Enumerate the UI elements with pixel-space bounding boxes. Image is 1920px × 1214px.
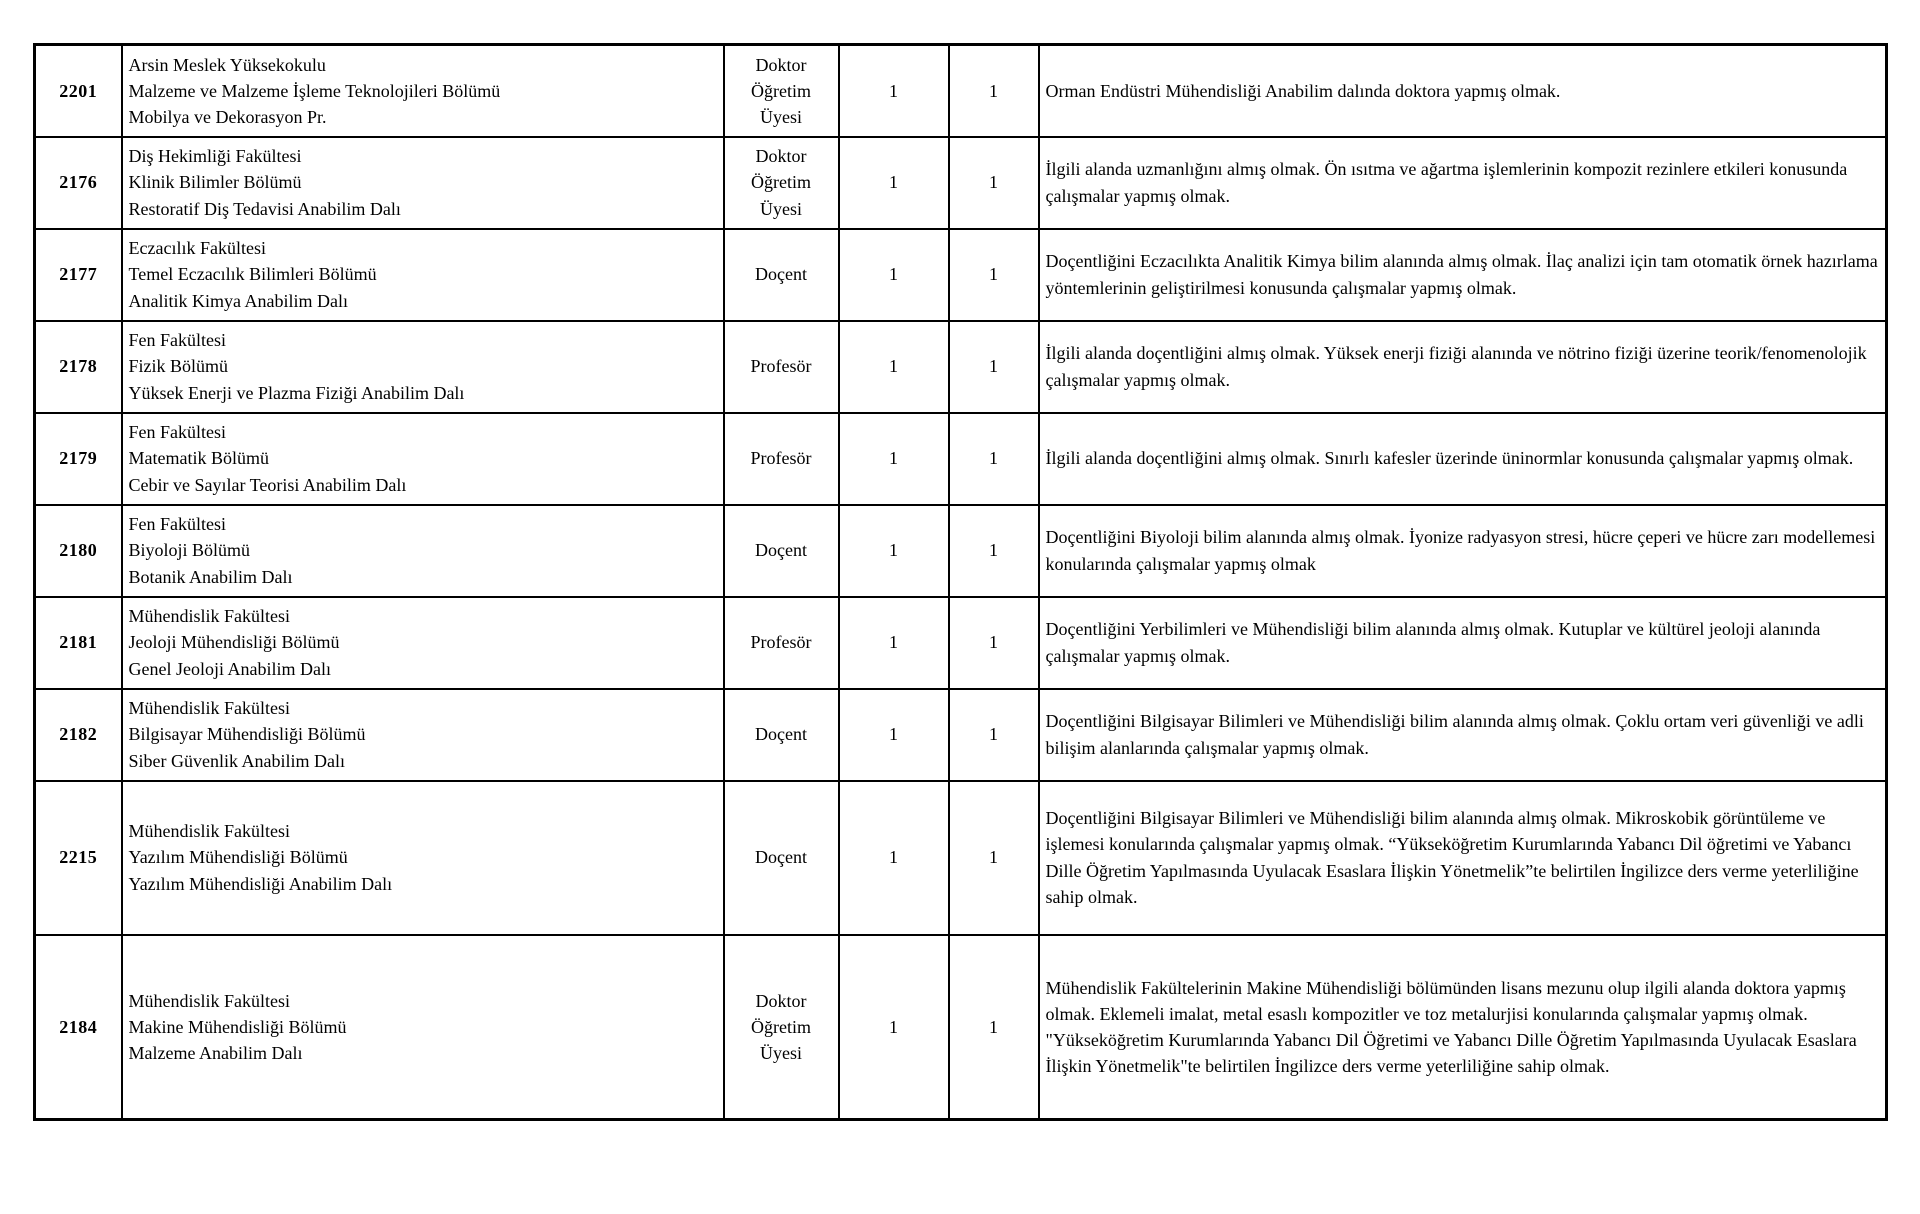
faculty-name: Mühendislik Fakültesi <box>128 821 290 842</box>
position-code-cell <box>35 413 122 505</box>
position-code: 2182 <box>59 724 98 745</box>
department-name: Matematik Bölümü <box>128 448 269 469</box>
unit-cell <box>122 45 724 137</box>
academic-title-cell: Profesör <box>724 597 839 689</box>
quota-count-cell: 1 <box>839 781 949 935</box>
faculty-name: Mühendislik Fakültesi <box>128 698 290 719</box>
faculty-name: Diş Hekimliği Fakültesi <box>128 146 302 167</box>
department-name: Klinik Bilimler Bölümü <box>128 172 302 193</box>
requirements-cell: İlgili alanda doçentliğini almış olmak. Sınırlı kafesler üzerinde üninormlar konusunda çalışmalar yapmış olmak. <box>1039 413 1887 505</box>
unit-cell <box>122 505 724 597</box>
secondary-count-cell: 1 <box>949 229 1039 321</box>
table-row <box>35 321 1887 413</box>
academic-title-cell: Doktor Öğretim Üyesi <box>724 137 839 229</box>
unit-cell <box>122 689 724 781</box>
academic-title-cell: Doçent <box>724 505 839 597</box>
position-code-cell <box>35 781 122 935</box>
requirements-cell: Doçentliğini Biyoloji bilim alanında almış olmak. İyonize radyasyon stresi, hücre çeperi ve hücre zarı modellemesi konularında çalışmalar yapmış olmak <box>1039 505 1887 597</box>
position-code-cell <box>35 321 122 413</box>
position-code: 2181 <box>59 632 98 653</box>
secondary-count-cell: 1 <box>949 45 1039 137</box>
quota-count-cell: 1 <box>839 321 949 413</box>
faculty-name: Mühendislik Fakültesi <box>128 606 290 627</box>
department-name: Yazılım Mühendisliği Bölümü <box>128 847 348 868</box>
department-name: Bilgisayar Mühendisliği Bölümü <box>128 724 366 745</box>
position-code-cell <box>35 935 122 1120</box>
program-name: Cebir ve Sayılar Teorisi Anabilim Dalı <box>128 474 407 495</box>
position-code: 2178 <box>59 356 98 377</box>
table-row <box>35 505 1887 597</box>
program-name: Malzeme Anabilim Dalı <box>128 1042 303 1063</box>
program-name: Mobilya ve Dekorasyon Pr. <box>128 106 327 127</box>
unit-cell <box>122 229 724 321</box>
faculty-name: Arsin Meslek Yüksekokulu <box>128 54 326 75</box>
table-row <box>35 137 1887 229</box>
department-name: Fizik Bölümü <box>128 356 229 377</box>
faculty-name: Mühendislik Fakültesi <box>128 990 290 1011</box>
requirements-cell: İlgili alanda uzmanlığını almış olmak. Ön ısıtma ve ağartma işlemlerinin kompozit rezinlere etkileri konusunda çalışmalar yapmış olmak. <box>1039 137 1887 229</box>
position-code-cell <box>35 689 122 781</box>
quota-count-cell: 1 <box>839 229 949 321</box>
position-code: 2179 <box>59 448 98 469</box>
quota-count-cell: 1 <box>839 413 949 505</box>
quota-count-cell: 1 <box>839 45 949 137</box>
position-code: 2176 <box>59 172 98 193</box>
program-name: Botanik Anabilim Dalı <box>128 566 293 587</box>
position-code: 2180 <box>59 540 98 561</box>
position-code: 2215 <box>59 847 98 868</box>
requirements-cell: Mühendislik Fakültelerinin Makine Mühendisliği bölümünden lisans mezunu olup ilgili alanda doktora yapmış olmak. Eklemeli imalat, metal esaslı kompozitler ve toz metalurjisi konularında çalışmalar yapmış olmak. "Yükseköğretim Kurumlarında Yabancı Dil Öğretimi ve Yabancı Dille Öğretim Yapılmasında Uyulacak Esaslara İlişkin Yönetmelik"te belirtilen İngilizce ders verme yeterliliğine sahip olmak. <box>1039 935 1887 1120</box>
position-code-cell <box>35 137 122 229</box>
requirements-cell: İlgili alanda doçentliğini almış olmak. Yüksek enerji fiziği alanında ve nötrino fiziği üzerine teorik/fenomenolojik çalışmalar yapmış olmak. <box>1039 321 1887 413</box>
program-name: Siber Güvenlik Anabilim Dalı <box>128 750 345 771</box>
unit-cell <box>122 413 724 505</box>
academic-title-cell: Doktor Öğretim Üyesi <box>724 45 839 137</box>
table-row <box>35 689 1887 781</box>
faculty-name: Fen Fakültesi <box>128 330 226 351</box>
secondary-count-cell: 1 <box>949 597 1039 689</box>
unit-cell <box>122 935 724 1120</box>
unit-cell <box>122 781 724 935</box>
quota-count-cell: 1 <box>839 935 949 1120</box>
secondary-count-cell: 1 <box>949 689 1039 781</box>
position-code-cell <box>35 505 122 597</box>
requirements-cell: Doçentliğini Yerbilimleri ve Mühendisliği bilim alanında almış olmak. Kutuplar ve kültürel jeoloji alanında çalışmalar yapmış olmak. <box>1039 597 1887 689</box>
department-name: Biyoloji Bölümü <box>128 540 251 561</box>
quota-count-cell: 1 <box>839 689 949 781</box>
faculty-name: Fen Fakültesi <box>128 514 226 535</box>
academic-title-cell: Profesör <box>724 321 839 413</box>
table-row <box>35 597 1887 689</box>
quota-count-cell: 1 <box>839 505 949 597</box>
secondary-count-cell: 1 <box>949 781 1039 935</box>
secondary-count-cell: 1 <box>949 505 1039 597</box>
department-name: Temel Eczacılık Bilimleri Bölümü <box>128 264 377 285</box>
secondary-count-cell: 1 <box>949 413 1039 505</box>
position-code-cell <box>35 229 122 321</box>
table-row <box>35 229 1887 321</box>
department-name: Makine Mühendisliği Bölümü <box>128 1016 347 1037</box>
table-row <box>35 45 1887 137</box>
quota-count-cell: 1 <box>839 137 949 229</box>
program-name: Yazılım Mühendisliği Anabilim Dalı <box>128 873 393 894</box>
requirements-cell: Orman Endüstri Mühendisliği Anabilim dalında doktora yapmış olmak. <box>1039 45 1887 137</box>
secondary-count-cell: 1 <box>949 935 1039 1120</box>
position-code: 2201 <box>59 80 98 101</box>
program-name: Genel Jeoloji Anabilim Dalı <box>128 658 331 679</box>
unit-cell <box>122 321 724 413</box>
table-row <box>35 413 1887 505</box>
academic-title-cell: Profesör <box>724 413 839 505</box>
department-name: Jeoloji Mühendisliği Bölümü <box>128 632 340 653</box>
academic-positions-table <box>33 43 1888 1121</box>
table-row <box>35 781 1887 935</box>
academic-title-cell: Doçent <box>724 781 839 935</box>
secondary-count-cell: 1 <box>949 137 1039 229</box>
requirements-cell: Doçentliğini Bilgisayar Bilimleri ve Mühendisliği bilim alanında almış olmak. Mikroskobik görüntüleme ve işlemesi konularında çalışmalar yapmış olmak. “Yükseköğretim Kurumlarında Yabancı Dil öğretimi ve Yabancı Dille Öğretim Yapılmasında Uyulacak Esaslara İlişkin Yönetmelik”te belirtilen İngilizce ders verme yeterliliğine sahip olmak. <box>1039 781 1887 935</box>
faculty-name: Fen Fakültesi <box>128 422 226 443</box>
quota-count-cell: 1 <box>839 597 949 689</box>
academic-title-cell: Doktor Öğretim Üyesi <box>724 935 839 1120</box>
position-code: 2184 <box>59 1016 98 1037</box>
unit-cell <box>122 137 724 229</box>
requirements-cell: Doçentliğini Eczacılıkta Analitik Kimya bilim alanında almış olmak. İlaç analizi için tam otomatik örnek hazırlama yöntemlerinin geliştirilmesi konusunda çalışmalar yapmış olmak. <box>1039 229 1887 321</box>
program-name: Restoratif Diş Tedavisi Anabilim Dalı <box>128 198 401 219</box>
department-name: Malzeme ve Malzeme İşleme Teknolojileri Bölümü <box>128 80 501 101</box>
unit-cell <box>122 597 724 689</box>
position-code: 2177 <box>59 264 98 285</box>
table-row <box>35 935 1887 1120</box>
position-code-cell <box>35 45 122 137</box>
faculty-name: Eczacılık Fakültesi <box>128 238 266 259</box>
position-code-cell <box>35 597 122 689</box>
requirements-cell: Doçentliğini Bilgisayar Bilimleri ve Mühendisliği bilim alanında almış olmak. Çoklu ortam veri güvenliği ve adli bilişim alanlarında çalışmalar yapmış olmak. <box>1039 689 1887 781</box>
program-name: Yüksek Enerji ve Plazma Fiziği Anabilim Dalı <box>128 382 465 403</box>
table-body <box>35 45 1887 1120</box>
secondary-count-cell: 1 <box>949 321 1039 413</box>
program-name: Analitik Kimya Anabilim Dalı <box>128 290 348 311</box>
academic-title-cell: Doçent <box>724 229 839 321</box>
academic-title-cell: Doçent <box>724 689 839 781</box>
